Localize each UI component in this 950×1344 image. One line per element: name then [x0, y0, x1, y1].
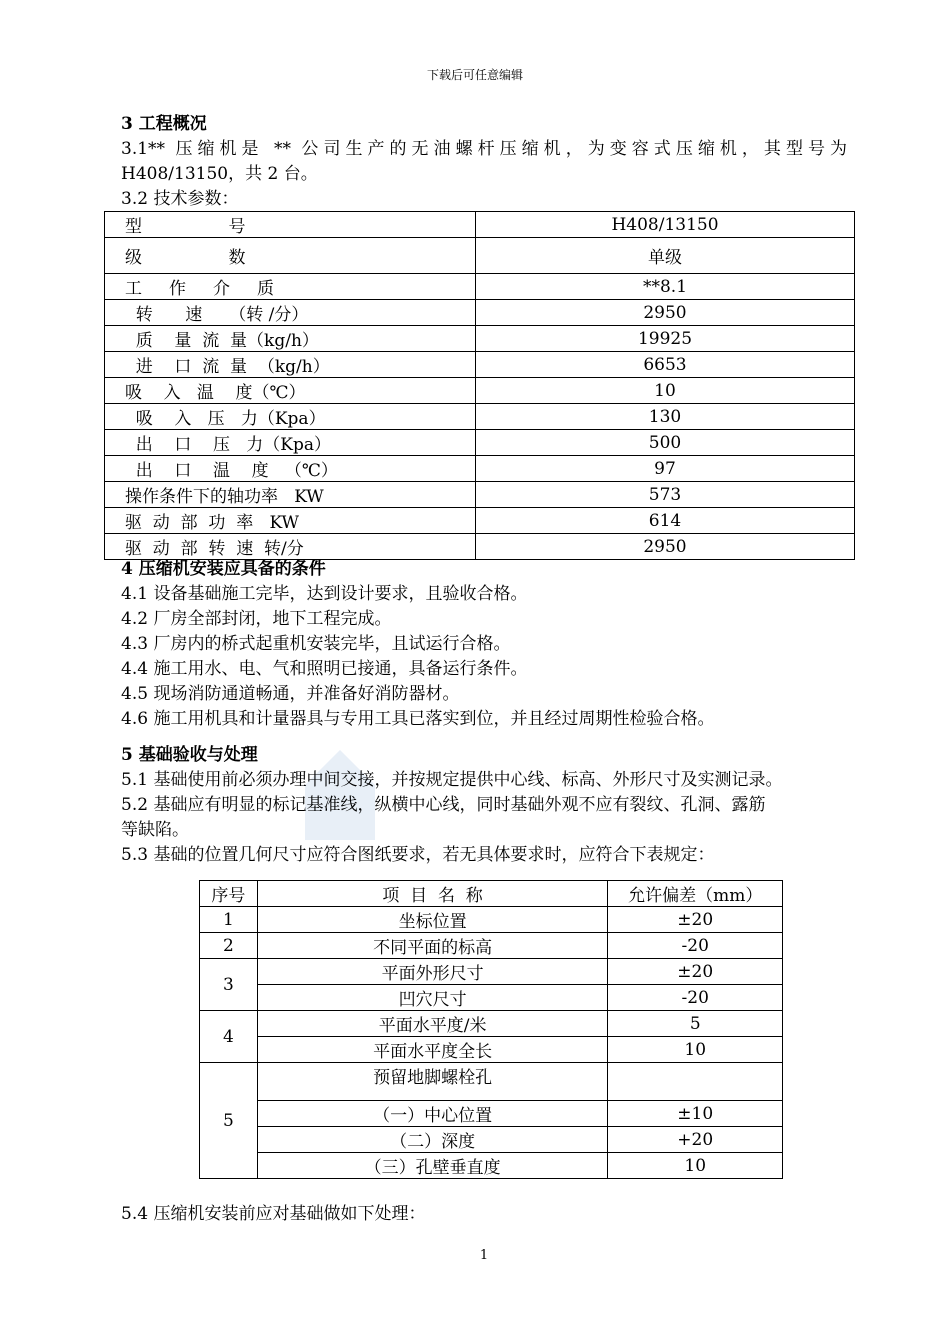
tolerance-row — [200, 1127, 783, 1153]
tolerance-item: 平面水平度/米 — [257, 1011, 608, 1037]
tolerance-seq-no: 3 — [200, 959, 258, 1011]
tech-param-value: 10 — [476, 378, 855, 404]
page-header: 下载后可任意编辑 — [426, 68, 523, 82]
tolerance-item: 预留地脚螺栓孔 — [257, 1063, 608, 1101]
tolerance-seq-no: 1 — [200, 907, 258, 933]
tech-param-value: 130 — [476, 404, 855, 430]
tech-param-value: **8.1 — [476, 274, 855, 300]
tolerance-item: 不同平面的标高 — [257, 933, 608, 959]
tech-param-value: 6653 — [476, 352, 855, 378]
tolerance-seq-no: 5 — [200, 1063, 258, 1179]
tolerance-value: ±10 — [608, 1101, 783, 1127]
tolerance-value: ±20 — [608, 907, 783, 933]
section-5-2-line2: 等缺陷。 — [121, 820, 189, 840]
section-4-item: 4.2 厂房全部封闭，地下工程完成。 — [121, 609, 392, 629]
section-5-4: 5.4 压缩机安装前应对基础做如下处理： — [121, 1204, 426, 1224]
tech-param-row — [105, 456, 855, 482]
tolerance-item: 平面外形尺寸 — [257, 959, 608, 985]
tech-param-value: 2950 — [476, 534, 855, 560]
tolerance-header-cell: 允许偏差（mm） — [608, 881, 783, 907]
technical-parameters-table — [104, 211, 855, 560]
tech-param-label: 转 速 （转 /分） — [105, 300, 476, 326]
tolerance-value — [608, 1063, 783, 1101]
section-4-item: 4.6 施工用机具和计量器具与专用工具已落实到位，并且经过周期性检验合格。 — [121, 709, 715, 729]
tech-param-row — [105, 482, 855, 508]
section-4-item: 4.4 施工用水、电、气和照明已接通，具备运行条件。 — [121, 659, 528, 679]
tolerance-item: 坐标位置 — [257, 907, 608, 933]
tolerance-row — [200, 985, 783, 1011]
tech-param-row — [105, 430, 855, 456]
tech-param-row — [105, 326, 855, 352]
section-4-heading: 4 压缩机安装应具备的条件 — [121, 559, 326, 579]
tolerance-value: 10 — [608, 1037, 783, 1063]
page-number: 1 — [479, 1248, 489, 1263]
tech-param-label: 出 口 温 度 （℃） — [105, 456, 476, 482]
tolerance-value: ±20 — [608, 959, 783, 985]
tech-param-label: 级 数 — [105, 238, 476, 274]
tech-param-label: 型 号 — [105, 212, 476, 238]
tolerance-seq-no: 2 — [200, 933, 258, 959]
tech-param-row — [105, 274, 855, 300]
tolerance-value: +20 — [608, 1127, 783, 1153]
tech-param-label: 出 口 压 力（Kpa） — [105, 430, 476, 456]
tech-param-value: H408/13150 — [476, 212, 855, 238]
section-3-1-line2: H408/13150，共 2 台。 — [121, 164, 318, 184]
tech-param-label: 工 作 介 质 — [105, 274, 476, 300]
tolerance-header-cell: 项 目 名 称 — [257, 881, 608, 907]
tolerance-row — [200, 1153, 783, 1179]
tech-param-row — [105, 534, 855, 560]
tech-param-value: 500 — [476, 430, 855, 456]
section-4-item: 4.3 厂房内的桥式起重机安装完毕，且试运行合格。 — [121, 634, 511, 654]
tech-param-row — [105, 300, 855, 326]
tech-param-label: 质 量 流 量（kg/h） — [105, 326, 476, 352]
tolerance-item: （一）中心位置 — [257, 1101, 608, 1127]
section-3-2-label: 3.2 技术参数： — [121, 189, 239, 209]
tolerance-item: （三）孔壁垂直度 — [257, 1153, 608, 1179]
tech-param-row — [105, 238, 855, 274]
tech-param-label: 吸 入 压 力（Kpa） — [105, 404, 476, 430]
tolerance-value: -20 — [608, 933, 783, 959]
tech-param-label: 驱 动 部 转 速 转/分 — [105, 534, 476, 560]
tolerance-seq-no: 4 — [200, 1011, 258, 1063]
tech-param-value: 573 — [476, 482, 855, 508]
tolerance-row — [200, 1063, 783, 1101]
tech-param-row — [105, 378, 855, 404]
section-5-1: 5.1 基础使用前必须办理中间交接，并按规定提供中心线、标高、外形尺寸及实测记录。 — [121, 770, 783, 790]
tolerance-value: 10 — [608, 1153, 783, 1179]
tech-param-value: 19925 — [476, 326, 855, 352]
tolerance-item: 凹穴尺寸 — [257, 985, 608, 1011]
tech-param-value: 614 — [476, 508, 855, 534]
tolerance-value: -20 — [608, 985, 783, 1011]
section-3-heading: 3 工程概况 — [121, 114, 207, 134]
tolerance-table — [199, 880, 783, 1179]
tech-param-label: 进 口 流 量 （kg/h） — [105, 352, 476, 378]
section-4-item: 4.5 现场消防通道畅通，并准备好消防器材。 — [121, 684, 460, 704]
section-5-3: 5.3 基础的位置几何尺寸应符合图纸要求，若无具体要求时，应符合下表规定： — [121, 845, 715, 865]
tolerance-row — [200, 959, 783, 985]
tech-param-row — [105, 508, 855, 534]
tolerance-row — [200, 933, 783, 959]
tech-param-value: 单级 — [476, 238, 855, 274]
tolerance-row — [200, 1101, 783, 1127]
tech-param-label: 操作条件下的轴功率 KW — [105, 482, 476, 508]
tech-param-label: 吸 入 温 度（℃） — [105, 378, 476, 404]
section-5-2-line1: 5.2 基础应有明显的标记基准线，纵横中心线，同时基础外观不应有裂纹、孔洞、露筋 — [121, 795, 766, 815]
tech-param-value: 2950 — [476, 300, 855, 326]
tech-param-label: 驱 动 部 功 率 KW — [105, 508, 476, 534]
section-3-1-line1: 3.1** 压缩机是 ** 公司生产的无油螺杆压缩机，为变容式压缩机，其型号为 — [121, 139, 847, 159]
tolerance-item: （二）深度 — [257, 1127, 608, 1153]
section-5-heading: 5 基础验收与处理 — [121, 745, 258, 765]
tolerance-header-cell: 序号 — [200, 881, 258, 907]
tech-param-value: 97 — [476, 456, 855, 482]
tolerance-header-row — [200, 881, 783, 907]
tolerance-item: 平面水平度全长 — [257, 1037, 608, 1063]
tech-param-row — [105, 212, 855, 238]
tech-param-row — [105, 404, 855, 430]
tech-param-row — [105, 352, 855, 378]
tolerance-value: 5 — [608, 1011, 783, 1037]
tolerance-row — [200, 1037, 783, 1063]
tolerance-row — [200, 907, 783, 933]
tolerance-row — [200, 1011, 783, 1037]
section-4-item: 4.1 设备基础施工完毕，达到设计要求，且验收合格。 — [121, 584, 528, 604]
